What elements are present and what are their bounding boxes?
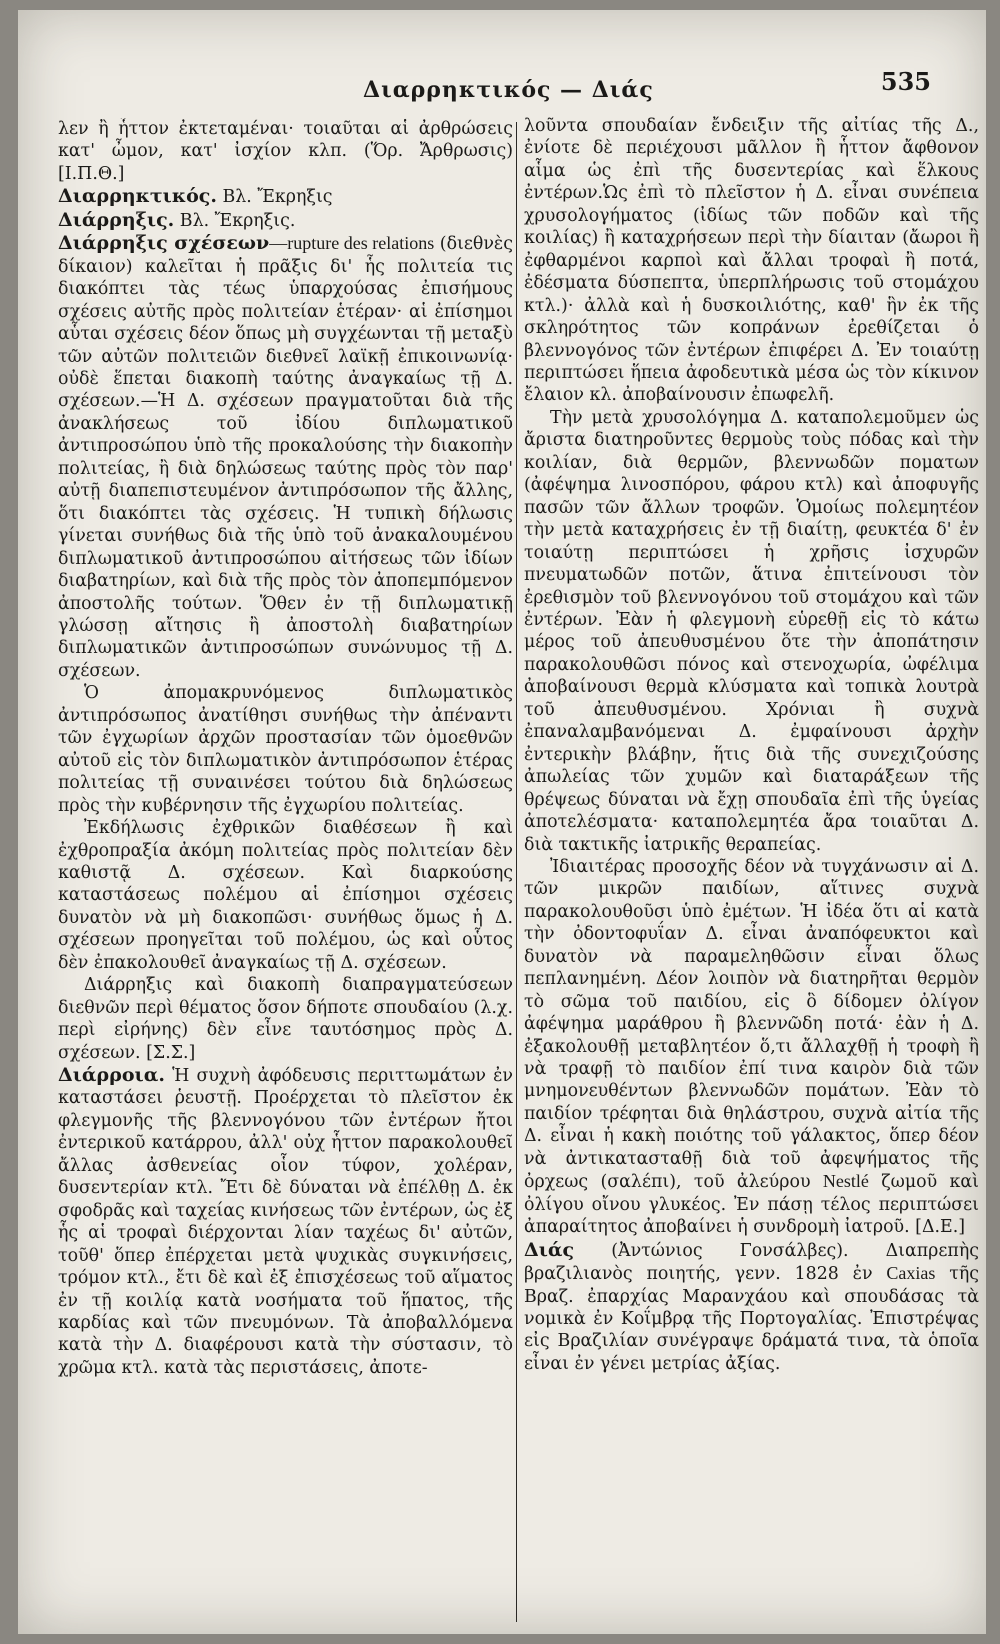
paragraph-text: Ἰδιαιτέρας προσοχῆς δέον νὰ τυγχάνωσιν αἱ Δ. τῶν μικρῶν παιδίων, αἵτινες συχνὰ παρακολουθοῦσι ὑπὸ ἐμέτων. Ἡ ἰδέα ὅτι αἱ κατὰ τὴν ὀδοντοφυΐαν Δ. εἶναι ἀναπόφευκτοι καὶ δυνατὸν νὰ παραμεληθῶσιν εἶναι ὅλως πεπλανημένη. Δέον λοιπὸν νὰ διατηρῆται θερμὸν τὸ σῶμα τοῦ παιδίου, εἰς ὃ δίδομεν ὀλίγον ἀφέψημα μαράθρου ἢ βλεννῶδη ποτά· ἐὰν ἡ Δ. ἐξακολουθῇ μεταβλητέον ὅ,τι ἄλλαχθῇ ἡ τροφὴ ἢ νὰ τραφῇ τὸ παιδίον ἐπί τινα καιρὸν διὰ τῶν μνημονευθέντων βλεννωδῶν πομάτων. Ἐὰν τὸ παιδίον τρέφηται διὰ θηλάστρου, συχνὰ αἰτία τῆς Δ. εἶναι ἡ κακὴ ποιότης τοῦ γάλακτος, ὅπερ δέον νὰ ἀντικατασταθῇ διὰ τοῦ ἀφεψήματος τῆς ὀρχεως (σαλέπι), τοῦ ἀλεύρου [524, 856, 979, 1193]
running-head: Διαρρηκτικός — Διάς [363, 77, 654, 103]
left-column [58, 118, 513, 1608]
entry-headword: Διάρρηξις. [58, 208, 175, 231]
paragraph: Ἐκδήλωσις ἐχθρικῶν διαθέσεων ἢ καὶ ἐχθροπραξία ἀκόμη πολιτείας πρὸς πολιτείαν δὲν καθιστᾷ Δ. σχέσεων. Καὶ διαρκούσης καταστάσεως πολέμου αἱ ἐπίσημοι σχέσεις δυνατὸν νὰ μὴ διακοπῶσι· συνήθως ὅμως ἡ Δ. σχέσεων προηγεῖται τοῦ πολέμου, ὡς καὶ οὗτος δὲν ἐπακολουθεῖ ἀναγκαίως τῇ Δ. σχέσεων. [58, 818, 513, 973]
dictionary-entry [58, 209, 513, 232]
dictionary-entry [58, 232, 513, 682]
entry-headword: Διαρρηκτικός. [58, 185, 217, 208]
entry-headword: Διάρροια. [58, 1064, 165, 1087]
continuation-text: λοῦντα σπουδαίαν ἔνδειξιν τῆς αἰτίας τῆς Δ., ἐνίοτε δὲ περιέχουσι μᾶλλον ἢ ἧττον ἄφθονον αἷμα ὡς ἐπὶ τῆς δυσεντερίας καὶ ἕλκους ἐντέρων.Ὡς ἐπὶ τὸ πλεῖστον ἡ Δ. εἶναι συνέπεια χρυσολογήματος (ἰδίως τῶν ποδῶν καὶ τῆς κοιλίας) ἢ καταχρήσεων περὶ τὴν δίαιταν (ἄωροι ἢ ἐφθαρμένοι καρποὶ καὶ ἄλλαι τροφαὶ ἢ ποτά, ἐδέσματα δύσπεπτα, ὑπερπλήρωσις τοῦ στομάχου κτλ.)· ἀλλὰ καὶ ἡ δυσκοιλιότης, καθ' ἣν ἐκ τῆς σκληρότητος τῶν κοπράνων ἐρεθίζεται ὁ βλεννογόνος τῶν ἐντέρων ἐπιφέρει Δ. Ἐν τοιαύτῃ περιπτώσει ἥπεια ἀφοδευτικὰ μέσα ὡς τὸν κίκινον ἔλαιον κλ. ἀποβαίνουσιν ἐπωφελῆ. [524, 116, 979, 406]
page-number: 535 [880, 67, 931, 96]
paragraph-text-end: ζωμοῦ καὶ ὀλίγου οἴνου γλυκέος. Ἐν πάσῃ τέλος περιπτώσει ἀπαραίτητος ἀποβαίνει ἡ συνδρομὴ ἰατροῦ. [Δ.Ε.] [524, 1172, 979, 1238]
column-divider [516, 122, 517, 1622]
latin-term: Caxias [886, 1263, 936, 1284]
entry-headword: Διάς [524, 1238, 575, 1261]
paragraph: Τὴν μετὰ χρυσολόγημα Δ. καταπολεμοῦμεν ὡς ἄριστα διατηροῦντες θερμοὺς τοὺς πόδας καὶ τὴν κοιλίαν, διὰ θερμῶν, βλεννωδῶν ποματων (ἀφέψημα λινοσπόρου, φάρου κτλ) καὶ ἀποφυγῆς πασῶν τῶν ἄλλων τροφῶν. Ὁμοίως πολεμητέον τὴν μετὰ καταχρήσεις ἐν τῇ διαίτῃ, φευκτέα δ' ἐν τοιαύτῃ περιπτώσει ἡ χρῆσις ἰσχυρῶν πνευματωδῶν ποτῶν, ἅτινα ἐπιτείνουσι τὸν ἐρεθισμὸν τοῦ βλεννογόνου τοῦ στομάχου καὶ τῶν ἐντέρων. Ἐὰν ἡ φλεγμονὴ εὑρεθῇ εἰς τὸ κάτω μέρος τοῦ ἀπευθυσμένου ὅτε τὴν ἀποπάτησιν παρακολουθῶσι πόνος καὶ στενοχωρία, ὠφέλιμα ἀποβαίνουσι θερμὰ κλύσματα καὶ τοπικὰ λουτρὰ τοῦ ἀπευθυσμένου. Χρόνιαι ἢ συχνὰ ἐπαναλαμβανόμεναι Δ. ἐμφαίνουσι ἀρχὴν ἐντερικὴν βλάβην, ἥτις διὰ τῆς συνεχιζούσης ἀπωλείας τῶν χυμῶν καὶ διαταράξεων τῆς θρέψεως δύναται νὰ ἔχῃ σπουδαῖα ἐπὶ τῆς ὑγείας ἀποτελέσματα· καταπολεμητέα ἄρα τοιαῦται Δ. διὰ τακτικῆς ἰατρικῆς θεραπείας. [524, 407, 979, 855]
paragraph [524, 856, 979, 1239]
entry-body: (διεθνὲς δίκαιον) καλεῖται ἡ πρᾶξις δι' ἧς πολιτεία τις διακόπτει τὰς τέως ὑπαρχούσας ἐπισήμους σχέσεις αὐτῆς πρὸς πολιτείαν ἑτέραν· αἱ ἐπίσημοι αὗται σχέσεις δέον ὅπως μὴ συγχέωνται τῇ μεταξὺ τῶν αὐτῶν πολιτειῶν διεθνεῖ λαϊκῇ ἐπικοινωνίᾳ· οὐδὲ ἕπεται διακοπὴ ταύτης ἀναγκαίως τῇ Δ. σχέσεων.—Ἡ Δ. σχέσεων πραγματοῦται διὰ τῆς ἀνακλήσεως τοῦ ἰδίου διπλωματικοῦ ἀντιπροσώπου ὑπὸ τῆς προκαλούσης τὴν διακοπὴν πολιτείας, ἢ διὰ δηλώσεως ταύτης πρὸς τὸν παρ' αὐτῇ διαπεπιστευμένον ἀντιπρόσωπον τῆς ἄλλης, ὅτι διακόπτει τὰς σχέσεις. Ἡ τυπικὴ δήλωσις γίνεται συνήθως διὰ τῆς ὑπὸ τοῦ ἀνακαλουμένου διπλωματικοῦ ἀντιπροσώπου αἰτήσεως τῶν ἰδίων διαβατηρίων, καὶ διὰ τῆς πρὸς τὸν ἀποπεμπόμενον ἀποστολῆς τούτων. Ὅθεν ἐν τῇ διπλωματικῇ γλώσσῃ αἴτησις ἢ ἀποστολὴ διαβατηρίων διπλωματικῶν ἀντιπροσώπων συνώνυμος τῇ Δ. σχέσεων. [58, 234, 513, 681]
entry-latin-term: —rupture des relations [269, 233, 435, 254]
continuation-text: λεν ἢ ἧττον ἐκτεταμέναι· τοιαῦται αἱ ἀρθρώσεις κατ' ὦμον, κατ' ἰσχίον κλπ. (Ὅρ. Ἄρθρωσις) [Ι.Π.Θ.] [58, 119, 513, 184]
latin-term: Nestlé [822, 1171, 869, 1192]
entry-body: Βλ. Ἔκρηξις [216, 187, 333, 208]
entry-body-end: τῆς Βραζ. ἐπαρχίας Μαρανχάου καὶ σπουδάσας τὰ νομικὰ ἐν Κοΐμβρᾳ τῆς Πορτογαλίας. Ἐπιστρέψας εἰς Βραζιλίαν συνέγραψε δράματά τινα, τὰ ὁποῖα εἶναι ἐν γένει μετρίας ἀξίας. [524, 1264, 979, 1374]
dictionary-entry [58, 1064, 513, 1379]
right-column [524, 115, 979, 1605]
page-header [18, 65, 986, 105]
dictionary-entry [524, 1239, 979, 1376]
scanned-page [18, 10, 986, 1634]
paragraph: Διάρρηξις καὶ διακοπὴ διαπραγματεύσεων διεθνῶν περὶ θέματος ὅσον δήποτε σπουδαίου (λ.χ. περὶ εἰρήνης) δὲν εἶνε ταυτόσημος πρὸς Δ. σχέσεων. [Σ.Σ.] [58, 975, 513, 1063]
entry-body: (Ἀντώνιος Γονσάλβες). Διαπρεπὴς βραζιλιανὸς ποιητής, γενν. 1828 ἐν [524, 1240, 979, 1285]
entry-body: Ἡ συχνὴ ἀφόδευσις περιττωμάτων ἐν καταστάσει ῥευστῇ. Προέρχεται τὸ πλεῖστον ἐκ φλεγμονῆς τῆς βλεννογόνου τῶν ἐντέρων ἤτοι ἐντερικοῦ κατάρρου, ἀλλ' οὐχ ἧττον παρακολουθεῖ ἄλλας ἀσθενείας οἷον τύφον, χολέραν, δυσεντερίαν κτλ. Ἔτι δὲ δύναται νὰ ἐπέλθῃ Δ. ἐκ σφοδρᾶς καὶ ταχείας κινήσεως τῶν ἐντέρων, ὡς ἐξ ἧς αἱ τροφαὶ διέρχονται λίαν ταχέως δι' αὐτῶν, τοῦθ' ὅπερ ἐπέρχεται μετὰ ψυχικὰς συγκινήσεις, τρόμον κτλ., ἔτι δὲ καὶ ἐξ ἐπισχέσεως τοῦ αἵματος ἐν τῇ κοιλίᾳ κατὰ νοσήματα τοῦ ἥπατος, τῆς καρδίας καὶ τῶν πνευμόνων. Τὰ ἀποβαλλόμενα κατὰ τὴν Δ. διαφέρουσι κατὰ τὴν σύστασιν, τὸ χρῶμα κτλ. κατὰ τὰς περιστάσεις, ἀποτε- [58, 1066, 513, 1378]
entry-headword: Διάρρηξις σχέσεων [58, 232, 270, 255]
entry-body: Βλ. Ἔκρηξις. [174, 210, 296, 231]
paragraph: Ὁ ἀπομακρυνόμενος διπλωματικὸς ἀντιπρόσωπος ἀνατίθησι συνήθως τὴν ἀπέναντι τῶν ἐγχωρίων ἀρχῶν προστασίαν τῶν ὁμοεθνῶν αὐτοῦ εἰς τὸν διπλωματικὸν ἀντιπρόσωπον ἑτέρας πολιτείας τῇ συναινέσει τούτου διὰ δηλώσεως πρὸς τὴν κυβέρνησιν τῆς ἐγχωρίου πολιτείας. [58, 683, 513, 816]
dictionary-entry [58, 185, 513, 208]
